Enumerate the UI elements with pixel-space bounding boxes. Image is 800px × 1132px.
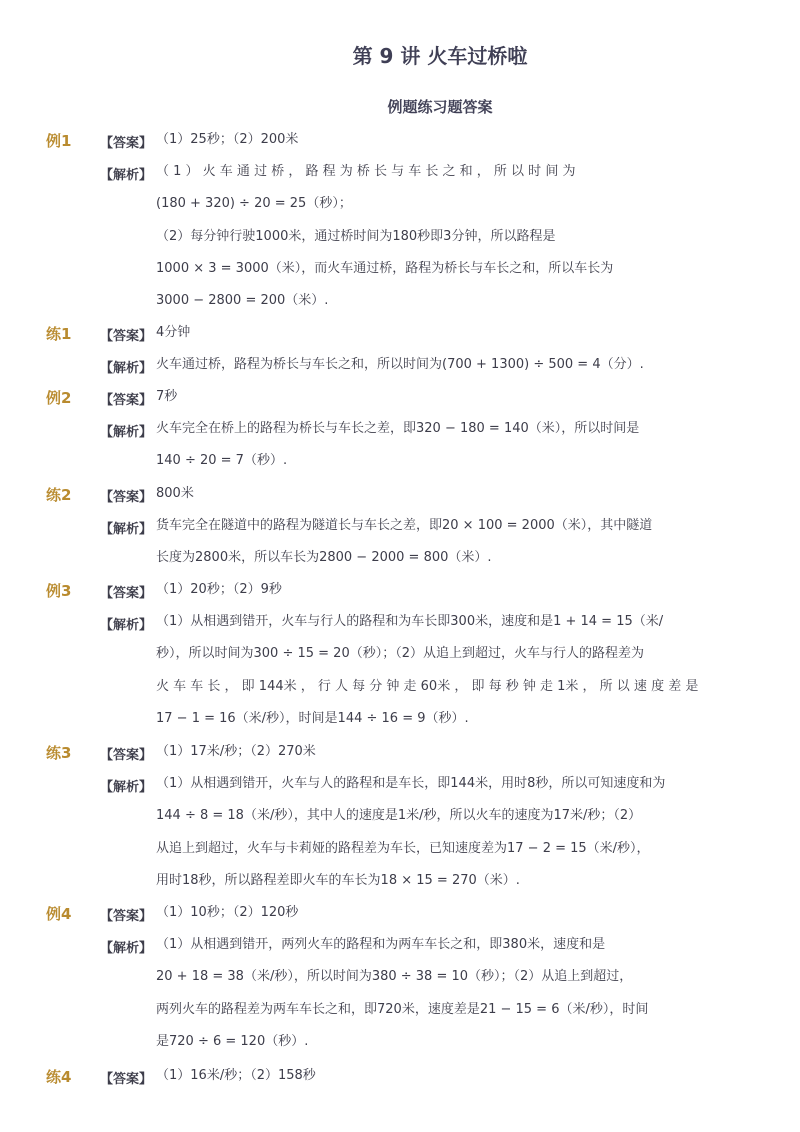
explanation-line: 秒），所以时间为300 ÷ 15 = 20（秒）；（2）从追上到超过，火车与行人的路程差为	[156, 646, 644, 662]
explanation-label: 【解析】	[100, 361, 153, 377]
answer-text: 800米	[156, 486, 194, 501]
answer-text: （1）10秒；（2）120秒	[156, 905, 299, 920]
answer-label: 【答案】	[100, 393, 153, 408]
answer-label: 【答案】	[100, 748, 153, 763]
explanation-line: （1）从相遇到错开，火车与行人的路程和为车长即300米，速度和是1 + 14 = 15（米/	[156, 614, 664, 630]
explanation-line: 火车通过桥，路程为桥长与车长之和，所以时间为(700 + 1300) ÷ 500 = 4（分）.	[156, 357, 644, 373]
answer-text: 4分钟	[156, 325, 191, 340]
explanation-label: 【解析】	[100, 941, 153, 957]
explanation-label: 【解析】	[100, 618, 153, 634]
answer-label: 【答案】	[100, 490, 153, 505]
explanation-line: 长度为2800米，所以车长为2800 − 2000 = 800（米）.	[156, 550, 492, 566]
explanation-line: （1）从相遇到错开，火车与人的路程和是车长，即144米，用时8秒，所以可知速度和为	[156, 776, 666, 792]
entry-tag: 例3	[46, 582, 72, 600]
explanation-line: 两列火车的路程差为两车车长之和，即720米，速度差是21 − 15 = 6（米/秒），时间	[156, 1001, 649, 1017]
explanation-line: 144 ÷ 8 = 18（米/秒），其中人的速度是1米/秒，所以火车的速度为17米/秒；（2）	[156, 808, 642, 824]
explanation-line: 货车完全在隧道中的路程为隧道长与车长之差，即20 × 100 = 2000（米），其中隧道	[156, 518, 653, 534]
entry-tag: 练4	[46, 1068, 72, 1086]
explanation-line: 是720 ÷ 6 = 120（秒）.	[156, 1033, 309, 1049]
answer-text: 7秒	[156, 389, 178, 404]
explanation-label: 【解析】	[100, 522, 153, 538]
explanation-line: 1000 × 3 = 3000（米），而火车通过桥，路程为桥长与车长之和，所以车长为	[156, 260, 614, 276]
explanation-label: 【解析】	[100, 425, 153, 441]
answer-label: 【答案】	[100, 586, 153, 601]
answer-label: 【答案】	[100, 909, 153, 924]
explanation-line: 3000 − 2800 = 200（米）.	[156, 293, 329, 308]
answer-text: （1）17米/秒；（2）270米	[156, 744, 316, 759]
explanation-line: （2）每分钟行驶1000米，通过桥时间为180秒即3分钟，所以路程是	[156, 228, 556, 244]
explanation-line: (180 + 320) ÷ 20 = 25（秒）；	[156, 196, 352, 212]
answer-label: 【答案】	[100, 1072, 153, 1087]
explanation-line: 17 − 1 = 16（米/秒），时间是144 ÷ 16 = 9（秒）.	[156, 710, 469, 726]
explanation-label: 【解析】	[100, 168, 153, 184]
explanation-line: 从追上到超过，火车与卡莉娅的路程差为车长，已知速度差为17 − 2 = 15（米/秒），	[156, 840, 650, 856]
entry-tag: 例2	[46, 389, 72, 407]
page-title: 第 9 讲 火车过桥啦	[352, 44, 528, 68]
entry-tag: 例1	[46, 132, 72, 150]
answer-label: 【答案】	[100, 136, 153, 151]
explanation-line: 火 车 车 长 ， 即 144米 ， 行 人 每 分 钟 走 60米 ， 即 每 秒 钟 走 1米 ， 所 以 速 度 差 是	[156, 678, 699, 694]
explanation-line: 用时18秒，所以路程差即火车的车长为18 × 15 = 270（米）.	[156, 872, 520, 888]
answer-text: （1）25秒；（2）200米	[156, 132, 299, 147]
answer-label: 【答案】	[100, 329, 153, 344]
entry-tag: 例4	[46, 905, 72, 923]
explanation-line: （ 1 ） 火 车 通 过 桥 ， 路 程 为 桥 长 与 车 长 之 和 ， 所 以 时 间 为	[156, 164, 576, 180]
explanation-label: 【解析】	[100, 780, 153, 796]
entry-tag: 练1	[46, 325, 72, 343]
explanation-line: 火车完全在桥上的路程为桥长与车长之差，即320 − 180 = 140（米），所以时间是	[156, 421, 640, 437]
explanation-line: 140 ÷ 20 = 7（秒）.	[156, 453, 288, 469]
explanation-line: 20 + 18 = 38（米/秒），所以时间为380 ÷ 38 = 10（秒）；（2）从追上到超过，	[156, 969, 633, 985]
entry-tag: 练2	[46, 486, 72, 504]
page-subtitle: 例题练习题答案	[387, 98, 493, 116]
entry-tag: 练3	[46, 744, 72, 762]
answer-text: （1）20秒；（2）9秒	[156, 582, 282, 597]
answer-text: （1）16米/秒；（2）158秒	[156, 1068, 316, 1083]
explanation-line: （1）从相遇到错开，两列火车的路程和为两车车长之和，即380米，速度和是	[156, 937, 606, 953]
